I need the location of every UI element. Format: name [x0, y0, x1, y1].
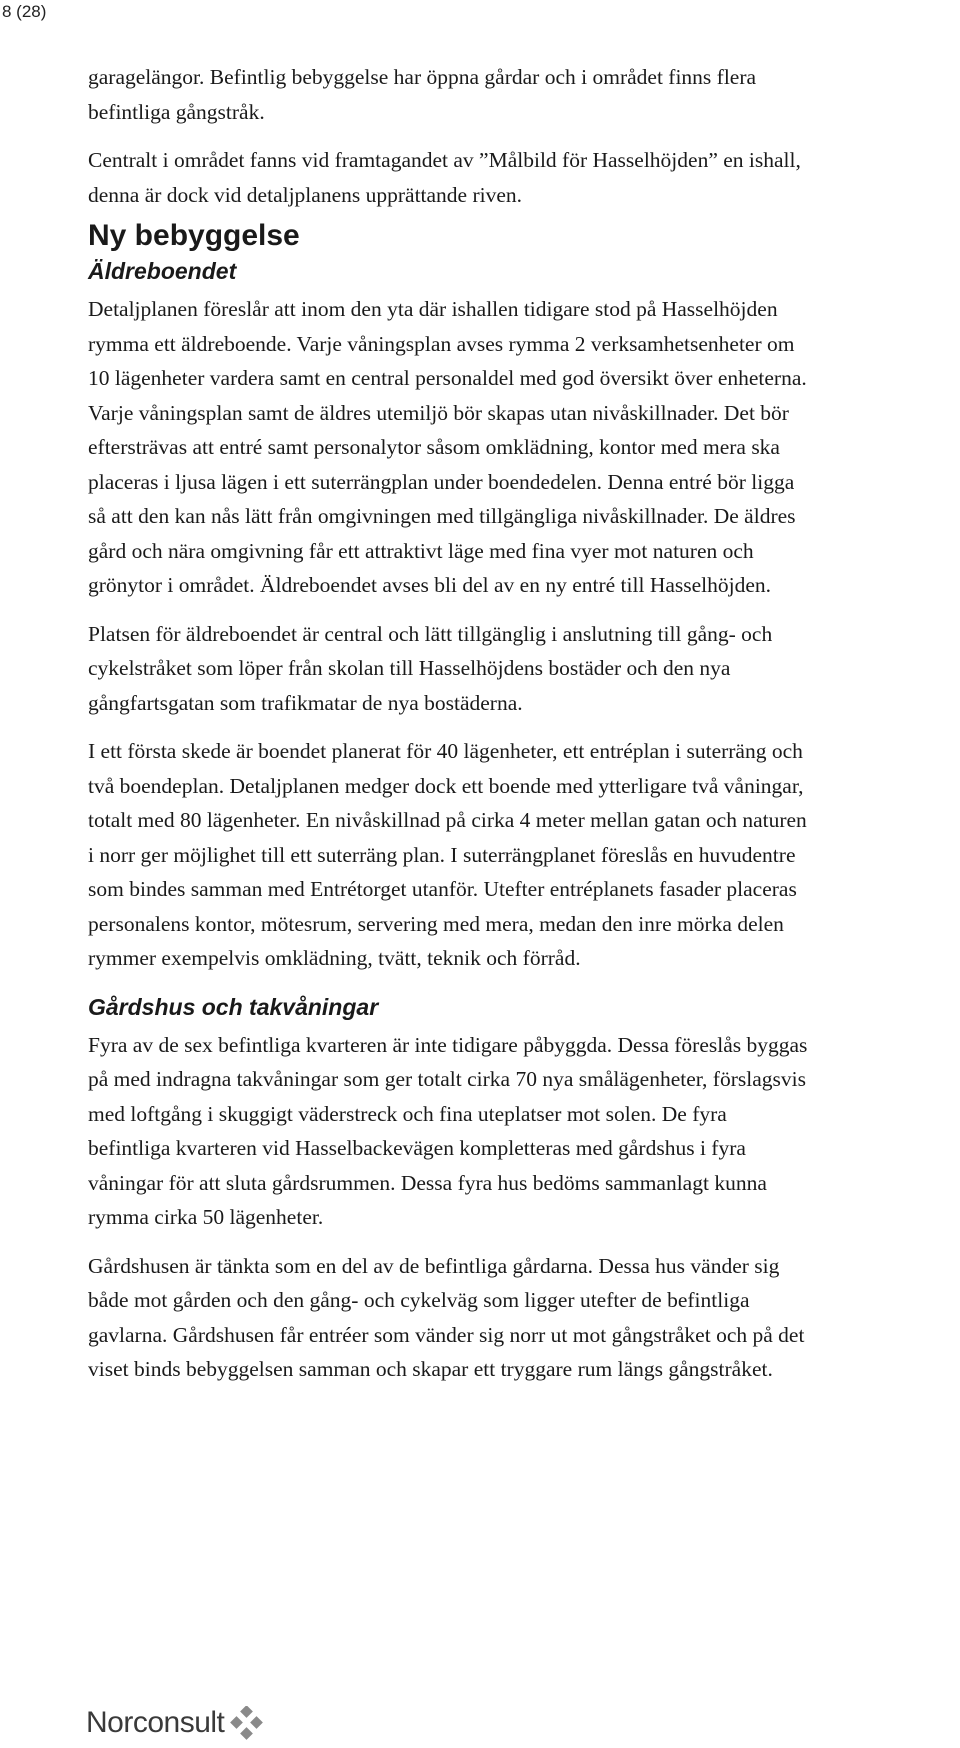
heading-ny-bebyggelse: Ny bebyggelse [88, 219, 300, 252]
gardshus-paragraph-2: Gårdshusen är tänkta som en del av de befintliga gårdarna. Dessa hus vänder sig både mot gården och den gång- och cykelväg som ligger utefter de befintliga gavlarna. Gårdshusen får entréer som vänder sig norr ut mot gångstråket och på det viset binds bebyggelsen samman och skapar ett tryggare rum längs gångstråket. [88, 1253, 805, 1381]
intro-paragraph-2: Centralt i området fanns vid framtagandet av ”Målbild för Hasselhöjden” en ishall, denna är dock vid detaljplanens upprättande riven. [88, 148, 801, 207]
heading-gardshus: Gårdshus och takvåningar [88, 993, 379, 1020]
norconsult-diamond-logo-icon [230, 1706, 264, 1740]
aldreboendet-paragraph-2: Platsen för äldreboendet är central och lätt tillgänglig i anslutning till gång- och cykelstråket som löper från skolan till Hasselhöjdens bostäder och den nya gångfartsgatan som trafikmatar de nya bostäderna. [88, 621, 773, 715]
intro-paragraph-1: garagelängor. Befintlig bebyggelse har öppna gårdar och i området finns flera befintliga gångstråk. [88, 65, 757, 124]
footer-logo [86, 1706, 264, 1740]
aldreboendet-paragraph-3: I ett första skede är boendet planerat för 40 lägenheter, ett entréplan i suterräng och två boendeplan. Detaljplanen medger dock ett boende med ytterligare två våningar, totalt med 80 lägenheter. En nivåskillnad på cirka 4 meter mellan gatan och naturen i norr ger möjlighet till ett suterräng plan. I suterrängplanet föreslås en huvudentre som bindes samman med Entrétorget utanför. Utefter entréplanets fasader placeras personalens kontor, mötesrum, servering med mera, medan den inre mörka delen rymmer exempelvis omklädning, tvätt, teknik och förråd. [88, 739, 807, 970]
aldreboendet-paragraph-1: Detaljplanen föreslår att inom den yta där ishallen tidigare stod på Hasselhöjden rymma ett äldreboende. Varje våningsplan avses rymma 2 verksamhetsenheter om 10 lägenheter vardera samt en central personaldel med god översikt över enheterna. Varje våningsplan samt de äldres utemiljö bör skapas utan nivåskillnader. Det bör eftersträvas att entré samt personalytor såsom omklädning, kontor med mera ska placeras i ljusa lägen i ett suterrängplan under boendedelen. Denna entré bör ligga så att den kan nås lätt från omgivningen med tillgängliga nivåskillnader. De äldres gård och nära omgivning får ett attraktivt läge med fina vyer mot naturen och grönytor i området. Äldreboendet avses bli del av en ny entré till Hasselhöjden. [88, 297, 807, 597]
logo-text: Norconsult [86, 1706, 225, 1739]
document-body [88, 60, 956, 1387]
gardshus-paragraph-1: Fyra av de sex befintliga kvarteren är inte tidigare påbyggda. Dessa föreslås byggas på med indragna takvåningar som ger totalt cirka 70 nya smålägenheter, förslagsvis med loftgång i skuggigt väderstreck och fina uteplatser mot solen. De fyra befintliga kvarteren vid Hasselbackevägen kompletteras med gårdshus i fyra våningar för att sluta gårdsrummen. Dessa fyra hus bedöms sammanlagt kunna rymma cirka 50 lägenheter. [88, 1032, 808, 1229]
page-number: 8 (28) [2, 2, 47, 21]
heading-aldreboendet: Äldreboendet [88, 258, 237, 284]
